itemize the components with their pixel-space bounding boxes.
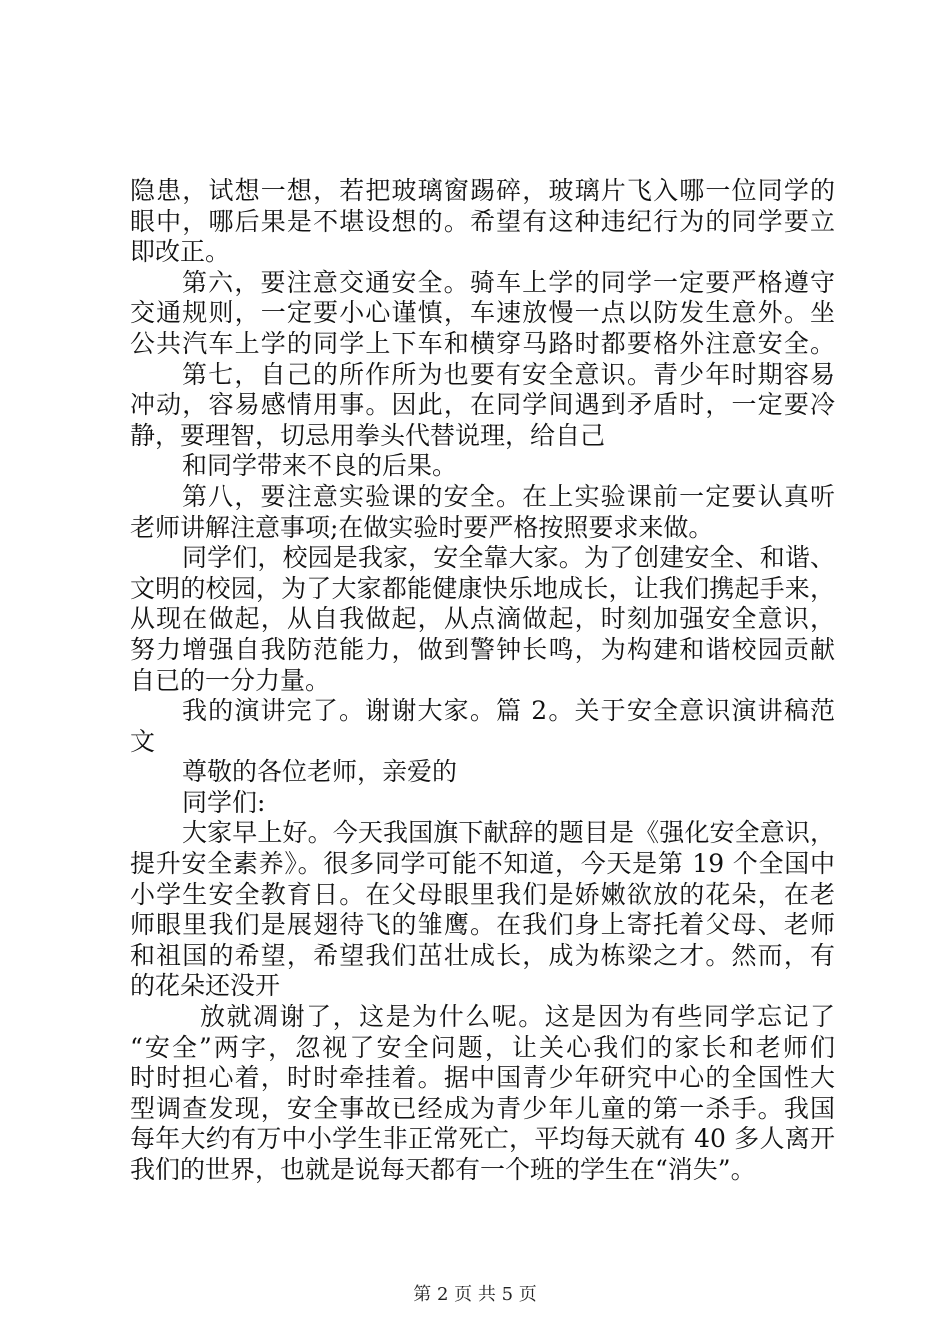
page-number-footer: 第 2 页 共 5 页 (413, 1284, 537, 1305)
text-line: 公共汽车上学的同学上下车和横穿马路时都要格外注意安全。 (130, 328, 835, 358)
text-line: 隐患，试想一想，若把玻璃窗踢碎，玻璃片飞入哪一位同学的 (130, 176, 835, 205)
text-line: 和祖国的希望，希望我们茁壮成长，成为栋梁之才。然而，有 (130, 940, 835, 970)
text-line: 即改正。 (130, 237, 231, 267)
document-body (130, 176, 835, 1186)
text-line: “安全”两字，忽视了安全问题，让关心我们的家长和老师们 (130, 1032, 835, 1062)
paragraph-first-line: 第六，要注意交通安全。骑车上学的同学一定要严格遵守 (182, 267, 835, 297)
paragraph-first-line: 大家早上好。今天我国旗下献辞的题目是《强化安全意识， (182, 818, 835, 848)
text-line: 老师讲解注意事项;在做实验时要严格按照要求来做。 (130, 512, 714, 542)
text-line: 自已的一分力量。 (130, 665, 331, 695)
paragraph-first-line: 我的演讲完了。谢谢大家。篇 2。关于安全意识演讲稿范 (182, 696, 835, 726)
text-line: 时时担心着，时时牵挂着。据中国青少年研究中心的全国性大 (130, 1063, 835, 1093)
salutation-line: 尊敬的各位老师，亲爱的 (182, 757, 458, 787)
salutation-line: 同学们: (182, 787, 266, 817)
text-line: 交通规则，一定要小心谨慎，车速放慢一点以防发生意外。坐 (130, 298, 835, 328)
text-line: 小学生安全教育日。在父母眼里我们是娇嫩欲放的花朵，在老 (130, 879, 835, 909)
text-line: 师眼里我们是展翅待飞的雏鹰。在我们身上寄托着父母、老师 (130, 910, 835, 940)
text-line: 静，要理智，切忌用拳头代替说理，给自己 (130, 420, 606, 450)
text-line: 提升安全素养》。很多同学可能不知道，今天是第 19 个全国中 (130, 849, 835, 879)
text-line: 我们的世界，也就是说每天都有一个班的学生在“消失”。 (130, 1155, 756, 1184)
paragraph-first-line: 放就凋谢了，这是为什么呢。这是因为有些同学忘记了 (200, 1002, 835, 1032)
text-line: 文明的校园，为了大家都能健康快乐地成长，让我们携起手来， (130, 573, 835, 603)
text-line: 和同学带来不良的后果。 (182, 451, 458, 481)
text-line: 眼中，哪后果是不堪设想的。希望有这种违纪行为的同学要立 (130, 206, 835, 236)
text-line: 努力增强自我防范能力，做到警钟长鸣，为构建和谐校园贡献 (130, 634, 835, 664)
paragraph-first-line: 同学们，校园是我家，安全靠大家。为了创建安全、和谐、 (182, 543, 835, 573)
text-line: 文 (130, 726, 156, 756)
text-line: 冲动，容易感情用事。因此，在同学间遇到矛盾时，一定要冷 (130, 390, 835, 420)
text-line: 从现在做起，从自我做起，从点滴做起，时刻加强安全意识， (130, 604, 835, 634)
paragraph-first-line: 第七，自己的所作所为也要有安全意识。青少年时期容易 (182, 359, 835, 389)
text-line: 型调查发现，安全事故已经成为青少年儿童的第一杀手。我国 (130, 1093, 835, 1123)
text-line: 每年大约有万中小学生非正常死亡，平均每天就有 40 多人离开 (130, 1124, 835, 1154)
paragraph-first-line: 第八，要注意实验课的安全。在上实验课前一定要认真听 (182, 481, 835, 511)
text-line: 的花朵还没开 (130, 971, 281, 1001)
